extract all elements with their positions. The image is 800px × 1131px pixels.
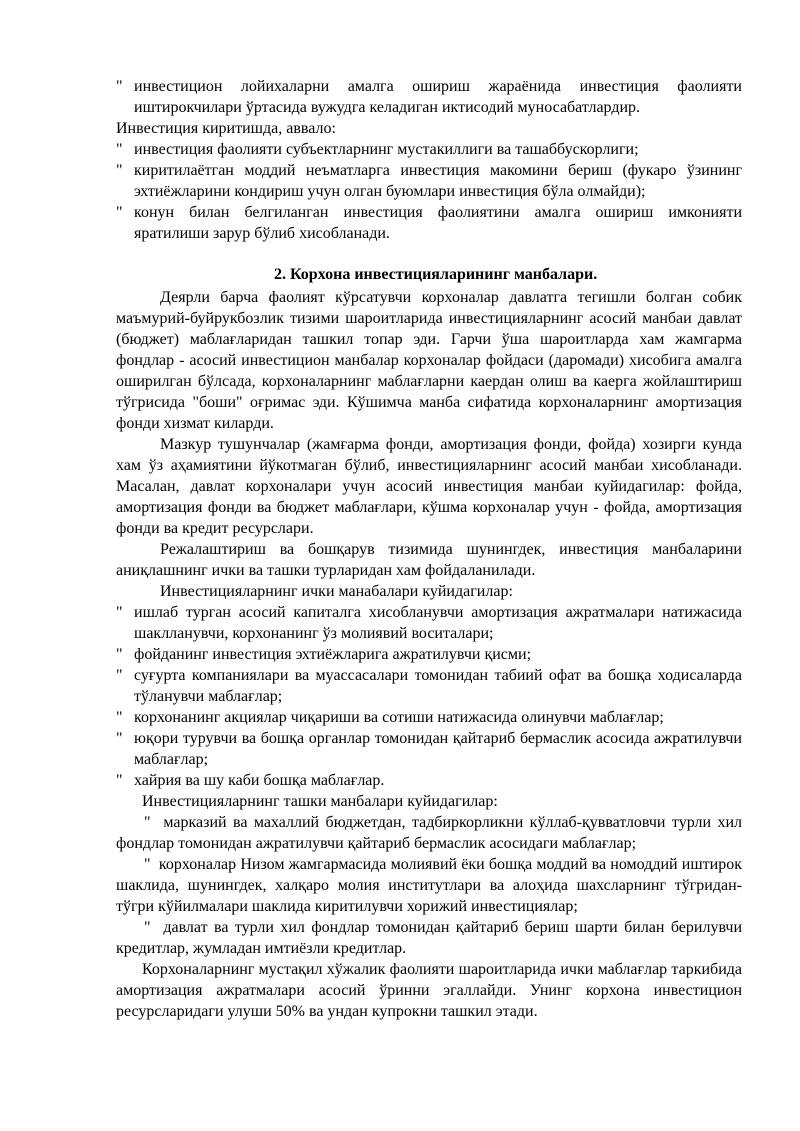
internal-source-text: корхонанинг акциялар чиқариши ва сотиши натижасида олинувчи маблағлар; [134,709,664,726]
intro-item-text: конун билан белгиланган инвестиция фаолиятини амалга ошириш имконияти яратилиши зарур бўлиб хисобланади. [134,204,742,242]
intro-item-text: киритилаётган моддий неъматларга инвестиция макомини бериш (фукаро ўзининг эхтиёжларини кондириш учун олган буюмлари инвестиция бўла олмайди); [134,162,742,200]
paragraph: Режалаштириш ва бошқарув тизимида шунингдек, инвестиция манбаларини аниқлашнинг ички ва ташки турларидан хам фойдаланилади. [116,541,742,579]
bullet-mark: " [116,709,123,726]
internal-source-item [116,770,742,791]
bullet-mark: " [116,141,123,158]
internal-sources-lead: Инвестицияларнинг ички манабалари куйидагилар: [160,583,513,600]
internal-source-item [116,728,742,770]
external-source-item [116,854,742,917]
intro-lead: Инвестиция киритишда, аввало: [116,120,336,137]
bullet-mark: " [116,162,123,179]
external-source-text: давлат ва турли хил фондлар томонидан қайтариб бериш шарти билан берилувчи кредитлар, жумладан имтиёзли кредитлар. [116,919,743,957]
intro-item [116,202,742,244]
bullet-mark: " [116,646,123,663]
bullet-mark: " [116,78,123,95]
internal-source-text: суғурта компаниялари ва муассасалари томонидан табиий офат ва бошқа ходисаларда тўланувчи маблағлар; [134,667,742,705]
external-source-item [116,917,742,959]
internal-source-text: юқори турувчи ва бошқа органлар томонидан қайтариб бермаслик асосида ажратилувчи маблағлар; [134,730,742,768]
bullet-mark: " [116,204,123,221]
internal-source-item [116,707,742,728]
intro-item [116,160,742,202]
internal-source-item [116,665,742,707]
internal-source-item [116,602,742,644]
intro-paragraph [116,76,742,118]
section-heading: 2. Корхона инвестицияларининг манбалари. [274,266,598,283]
external-source-text: марказий ва махаллий бюджетдан, тадбиркорликни кўллаб-қувватловчи турли хил фондлар томонидан ажратилувчи қайтариб бермаслик асосидаги маблағлар; [116,814,743,852]
document-page [116,76,742,1022]
external-source-text: корхоналар Низом жамгармасида молиявий ёки бошқа моддий ва номоддий иштирок шаклида, шунингдек, халқаро молия институтлари ва алоҳида шахсларнинг тўгридан-тўгри кўйилмалари шаклида киритилувчи хорижий инвестициялар; [116,856,743,915]
bullet-mark: " [116,772,123,789]
closing-paragraph: Корхоналарнинг мустақил хўжалик фаолияти шароитларида ички маблағлар таркибида амортизация ажратмалари асосий ўринни эгаллайди. Унинг корхона инвестицион ресурсларидаги улуши 50% ва ундан купрокни ташкил этади. [116,961,742,1020]
paragraph: Деярли барча фаолият кўрсатувчи корхоналар давлатга тегишли болган собик маъмурий-буйрукбозлик тизими шароитларида инвестицияларнинг асосий манбаи давлат (бюджет) маблағларидан ташкил топар эди. Гарчи ўша шароитларда хам жамгарма фондлар - асосий инвестицион манбалар корхоналар фойдаси (даромади) хисобига амалга оширилган бўлсада, корхоналарнинг маблағларни каердан олиш ва каерга жойлаштириш тўгрисида "боши" оғримас эди. Кўшимча манба сифатида корхоналарнинг амортизация фонди хизмат киларди. [116,289,742,432]
internal-source-text: фойданинг инвестиция эхтиёжларига ажратилувчи қисми; [134,646,532,663]
bullet-mark: " [144,814,151,831]
external-source-item [116,812,742,854]
internal-source-text: ишлаб турган асосий капиталга хисобланувчи амортизация ажратмалари натижасида шаклланувчи, корхонанинг ўз молиявий воситалари; [134,604,742,642]
bullet-mark: " [144,919,151,936]
bullet-mark: " [116,667,123,684]
bullet-mark: " [144,856,151,873]
internal-source-item [116,644,742,665]
external-sources-lead: Инвестицияларнинг ташки манбалари куйидагилар: [142,793,498,810]
intro-item-text: инвестиция фаолияти субъектларнинг мустакиллиги ва ташаббускорлиги; [134,141,639,158]
bullet-mark: " [116,730,123,747]
intro-text: инвестицион лойихаларни амалга ошириш жараёнида инвестиция фаолияти иштирокчилари ўртасида вужудга келадиган иктисодий муносабатлардир. [134,78,742,116]
intro-item [116,139,742,160]
internal-source-text: хайрия ва шу каби бошқа маблағлар. [134,772,385,789]
paragraph: Мазкур тушунчалар (жамғарма фонди, амортизация фонди, фойда) хозирги кунда хам ўз аҳамиятини йўкотмаган бўлиб, инвестицияларнинг асосий манбаи хисобланади. Масалан, давлат корхоналари учун асосий инвестиция манбаи куйидагилар: фойда, амортизация фонди ва бюджет маблағлари, кўшма корхоналар учун - фойда, амортизация фонди ва кредит ресурслари. [116,436,742,537]
bullet-mark: " [116,604,123,621]
